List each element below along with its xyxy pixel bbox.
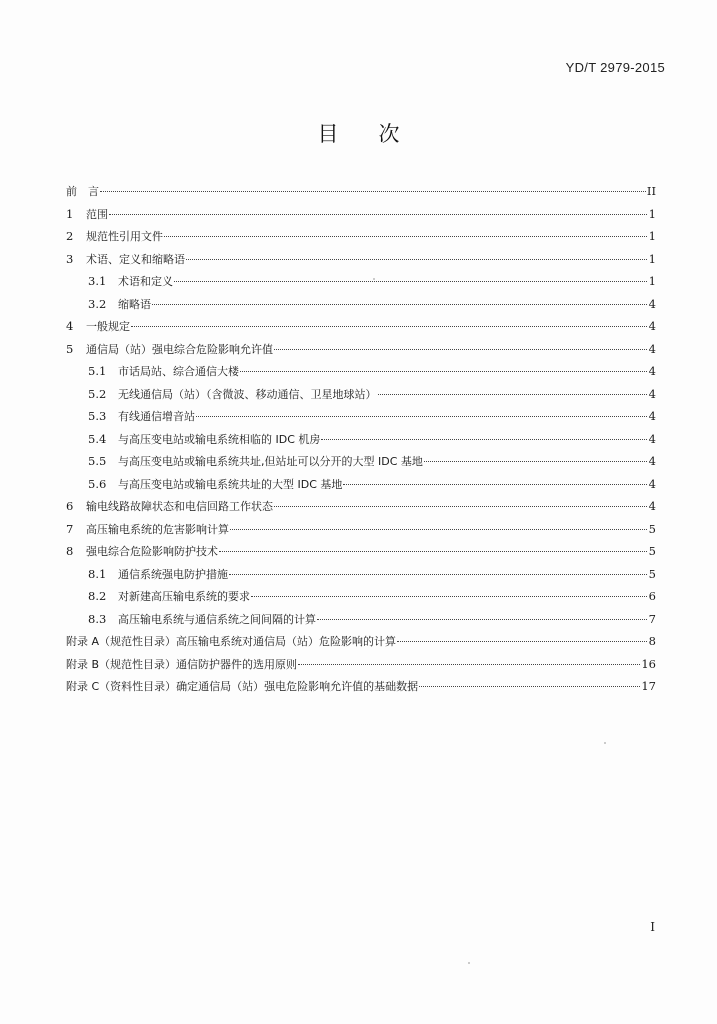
toc-entry-page: 4 (648, 296, 656, 311)
toc-entry-label: 高压输电系统与通信系统之间间隔的计算 (118, 612, 316, 626)
toc-entry-number: 8 (66, 544, 74, 558)
toc-entry-number: 2 (66, 229, 74, 243)
toc-entry[interactable] (66, 360, 656, 383)
toc-dot-leader (196, 416, 647, 417)
toc-title: 目次 (317, 122, 440, 146)
toc-entry-number: 5.1 (88, 364, 107, 378)
toc-dot-leader (109, 214, 647, 215)
toc-entry[interactable] (66, 653, 656, 676)
toc-dot-leader (164, 236, 647, 237)
toc-entry[interactable] (66, 315, 656, 338)
toc-entry-page: 6 (648, 589, 656, 603)
toc-entry-page: 8 (648, 634, 656, 648)
toc-entry[interactable] (66, 518, 656, 541)
toc-entry-number: 8.1 (88, 566, 107, 581)
standard-code: YD/T 2979-2015 (565, 60, 665, 75)
toc-entry[interactable] (66, 405, 656, 428)
toc-entry-label: 范围 (86, 207, 108, 221)
toc-entry[interactable] (66, 248, 656, 271)
toc-entry-label: 与高压变电站或输电系统共址,但站址可以分开的大型 IDC 基地 (118, 455, 423, 468)
toc-entry-number: 6 (66, 499, 74, 513)
toc-entry-label: 高压输电系统的危害影响计算 (86, 522, 229, 536)
toc-entry-number: 5.6 (88, 476, 107, 491)
toc-entry-page: 4 (648, 431, 656, 446)
toc-dot-leader (186, 259, 647, 260)
toc-dot-leader (274, 506, 647, 507)
toc-entry[interactable] (66, 225, 656, 248)
toc-entry-page: 4 (648, 409, 656, 423)
toc-entry[interactable] (66, 270, 656, 293)
toc-entry-label: 有线通信增音站 (118, 410, 195, 423)
toc-entry[interactable] (66, 428, 656, 451)
toc-entry-page: 4 (648, 319, 656, 333)
toc-entry[interactable] (66, 495, 656, 518)
toc-entry-label: 无线通信局（站）（含微波、移动通信、卫星地球站） (118, 387, 377, 401)
toc-entry-page: 1 (648, 274, 656, 288)
toc-entry-page: 1 (648, 229, 656, 243)
toc-dot-leader (251, 596, 647, 597)
toc-entry-label: 附录 C（资料性目录）确定通信局（站）强电危险影响允许值的基础数据 (66, 680, 419, 693)
toc-entry-label: 输电线路故障状态和电信回路工作状态 (86, 500, 273, 513)
toc-dot-leader (397, 641, 647, 642)
toc-entry-label: 术语和定义 (118, 275, 173, 288)
toc-entry-page: 16 (641, 656, 656, 671)
toc-entry[interactable] (66, 180, 656, 203)
toc-entry[interactable] (66, 608, 656, 631)
toc-entry-label: 一般规定 (86, 320, 130, 333)
toc-entry[interactable] (66, 563, 656, 586)
toc-entry-number: 8.2 (88, 589, 107, 603)
toc-entry[interactable] (66, 293, 656, 316)
toc-entry-number: 4 (66, 319, 74, 333)
toc-entry-number: 5 (66, 341, 74, 356)
toc-dot-leader (317, 619, 647, 620)
toc-dot-leader (424, 461, 647, 462)
toc-entry[interactable] (66, 540, 656, 563)
toc-entry-number: 3 (66, 251, 74, 266)
toc-entry-page: 4 (648, 499, 656, 513)
toc-dot-leader (321, 439, 647, 440)
toc-dot-leader (174, 281, 647, 282)
toc-entry-number: 5.4 (88, 431, 107, 446)
toc-entry-page: 17 (641, 679, 656, 693)
toc-entry-number: 3.1 (88, 274, 107, 288)
toc-entry-label: 附录 B（规范性目录）通信防护器件的选用原则 (66, 657, 298, 671)
toc-dot-leader (229, 574, 647, 575)
toc-entry-label: 术语、定义和缩略语 (86, 252, 185, 266)
scan-speck (373, 278, 375, 280)
toc-entry-page: 7 (648, 611, 656, 626)
toc-entry-page: 4 (648, 364, 656, 378)
toc-entry-label: 通信局（站）强电综合危险影响允许值 (86, 342, 273, 356)
toc-entry-page: 5 (648, 544, 656, 558)
toc-entry-label: 市话局站、综合通信大楼 (118, 365, 239, 378)
toc-entry[interactable] (66, 203, 656, 226)
toc-entry-page: II (646, 184, 656, 198)
toc-entry-number: 1 (66, 206, 74, 221)
toc-dot-leader (274, 349, 647, 350)
toc-entry[interactable] (66, 585, 656, 608)
toc-entry[interactable] (66, 675, 656, 698)
toc-entry[interactable] (66, 450, 656, 473)
toc-entry-page: 5 (648, 521, 656, 536)
toc-dot-leader (298, 664, 640, 665)
toc-entry[interactable] (66, 630, 656, 653)
toc-entry-label: 规范性引用文件 (86, 230, 163, 243)
toc-entry-number: 5.3 (88, 409, 107, 423)
toc-entry-number: 5.2 (88, 386, 107, 401)
toc-dot-leader (152, 304, 647, 305)
toc-dot-leader (219, 551, 647, 552)
toc-entry-label: 前 言 (66, 185, 99, 198)
table-of-contents (66, 180, 656, 698)
toc-entry-label: 附录 A（规范性目录）高压输电系统对通信局（站）危险影响的计算 (66, 635, 397, 648)
toc-entry-label: 通信系统强电防护措施 (118, 567, 228, 581)
toc-entry-number: 5.5 (88, 454, 107, 468)
page-folio: I (650, 920, 655, 934)
toc-entry[interactable] (66, 383, 656, 406)
scan-speck (604, 742, 606, 744)
scan-speck (468, 962, 470, 964)
toc-entry-label: 强电综合危险影响防护技术 (86, 545, 218, 558)
toc-entry-page: 1 (648, 206, 656, 221)
toc-entry-label: 缩略语 (118, 297, 151, 311)
toc-dot-leader (378, 394, 648, 395)
toc-dot-leader (131, 326, 647, 327)
toc-entry-page: 1 (648, 251, 656, 266)
toc-entry-number: 7 (66, 521, 74, 536)
toc-entry-label: 与高压变电站或输电系统相临的 IDC 机房 (118, 432, 321, 446)
toc-entry-page: 4 (648, 341, 656, 356)
toc-dot-leader (419, 686, 640, 687)
toc-dot-leader (240, 371, 647, 372)
toc-entry-label: 对新建高压输电系统的要求 (118, 590, 250, 603)
toc-entry-number: 8.3 (88, 611, 107, 626)
toc-entry[interactable] (66, 473, 656, 496)
toc-entry-page: 4 (648, 476, 656, 491)
toc-entry-page: 5 (648, 566, 656, 581)
toc-dot-leader (230, 529, 647, 530)
toc-entry-number: 3.2 (88, 296, 107, 311)
toc-entry-label: 与高压变电站或输电系统共址的大型 IDC 基地 (118, 477, 343, 491)
toc-entry-page: 4 (648, 454, 656, 468)
toc-dot-leader (343, 484, 647, 485)
toc-dot-leader (100, 191, 646, 192)
toc-entry[interactable] (66, 338, 656, 361)
toc-entry-page: 4 (648, 386, 656, 401)
